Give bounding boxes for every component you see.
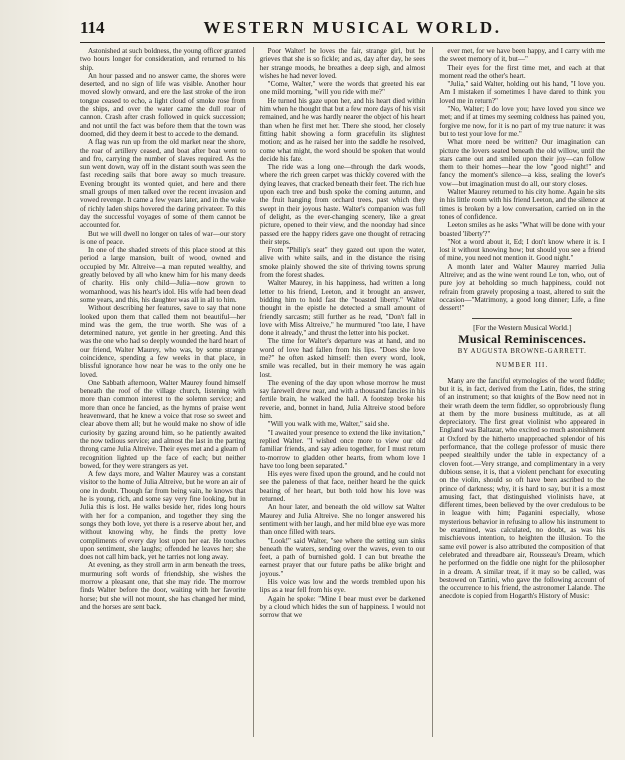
paragraph: Many are the fanciful etymologies of the word fiddle; but it is, in fact, derived from the Latin, fides, the string of an instrument; so that knights of the Bow need not in their wrath deem the term fiddler, so opprobriously flung at them by the more business multitude, as at all depreciatory. The first great violinist who appeared in England was Baltazar, who excited so much astonishment at Oxford by the hitherto unapproached splendor of his performance, that the college professor of music there peeped stealthily under the table in expectancy of a cloven foot.—Very strange, and complimentary in a very dubious sense, it is, that a violent penchant for executing on the violin, should so oft have been ascribed to the prince of darkness; why, it is hard to say, but it is a most amusing fact, that distinguished violinists have, at different times, been believed by the over credulous to be in league with him; Paganini especially, whose mysterious behavior in refusing to allow his instrument to be examined, was calculated, no doubt, as was his mischievous intention, to heighten the illusion. To the same evil power is also attributed the composition of that celebrated and threadbare air, Rousseau's Dream, which he performed on the fiddle one night for the philosopher in a dream. A similar treat, if it may so be called, was bestowed on Tartini, who gave the following account of the occurrence to his friend, the astronomer Lalande. The anecdote is copied from Hogarth's History of Music:: [439, 376, 605, 601]
paragraph: "Look!" said Walter, "see where the setting sun sinks beneath the waters, sending over the waves, even to our feet, a path of burnished gold. I can but breathe the earnest prayer that our future paths be alike bright and joyous.": [259, 536, 426, 578]
paragraph: In one of the shaded streets of this place stood at this period a large mansion, built of wood, owned and occupied by Mr. Altreive—a man reputed wealthy, and greatly beloved by all who knew him for his many deeds of charity. His only child—Julia—now grown to womanhood, was his heart's idol. His wife had been dead some years, and this, his daughter was all in all to him.: [80, 246, 246, 304]
paragraph: The time for Walter's departure was at hand, and no word of love had fallen from his lips. "Does she love me?" he often asked himself: then every word, look, smile was recalled, but in their memory he was again lost.: [259, 337, 426, 379]
column-1: [80, 47, 246, 737]
paragraph: Walter Maurey, in his happiness, had written a long letter to his friend, Leeton, and it brought an answer, bidding him to hold fast the "boasted liberty." Walter thought in the epistle he detected a small amount of friendly sarcasm; still further as he read, "Don't fall in love with Miss Altreive," he murmured "too late, I have done it already," and thrust the letter into his pocket.: [259, 279, 426, 338]
paragraph: "Not a word about it, Ed; I don't know where it is. I lost it without knowing how; but should you see a friend of mine, you need not mention it. Good night.": [439, 237, 605, 263]
paragraph: Without describing her features, save to say that none looked upon them that called them not beautiful—her mind was the gem, the true worth. She was of a determined nature, yet gentle in her greeting. And this was the one who had so deeply wounded the hard heart of our friend, Walter Maurey, who was, by some strange coincidence, spending a few weeks in that place, in blissful ignorance how near he was to the only one he loved.: [80, 304, 246, 379]
paragraph: The ride was a long one—through the dark woods, where the rich green carpet was thickly covered with the dying leaves, that cracked beneath their feet. The rich hue upon each tree and bush spoke the coming autumn, and the fruit hanging from orchard trees, past which they swept in their joyous haste. Walter's companion was full of delight, as the ever-changing scenery, like a great picture, opened to their view, and the noonday had since passed ere the happy riders gave one thought of retracing their steps.: [259, 163, 426, 246]
paragraph: A few days more, and Walter Maurey was a constant visitor to the home of Julia Altreive, but he wore an air of one in doubt. Though far from being vain, he knows that he is young, rich, and some say very fine looking, but in Julia this is lost. He walks beside her, rides long hours with her for a companion, and together they sing the songs they both love, yet there is a reserve about her, and without knowing why, he finds the pretty love compliments of every day lost upon her ear. He touches upon sentiment, she laughs; offended he leaves her; she does not call him back, yet he tarries not long away.: [80, 470, 246, 562]
paragraph: A flag was run up from the old market near the shore, the roar of artillery ceased, and boat after boat went to and fro, carrying the number of slaves required. As the sun went down, way off in the distant south was seen the fast receding sails that bore away so much treasure. Evening brought its wonted quiet, and here and there small groups of men talked over the recent invasion and vowed revenge. It came a few years later, and in the wake of richly laden ships hovered the daring privateer. To this day the successful voyages of some of them cannot be accounted for.: [80, 138, 246, 230]
paragraph: His eyes were fixed upon the ground, and he could not see the paleness of that face, neither heard he the quick beating of her heart, but both told how his love was returned.: [259, 470, 426, 504]
paragraph: From "Philip's seat" they gazed out upon the water, alive with white sails, and in the distance the rising smoke plainly showed the site of thriving towns sprung from the forest shades.: [259, 246, 426, 280]
paragraph: A month later and Walter Maurey married Julia Altreive; and as the wine went round Le ton, who, out of pure joy at beholding so much happiness, could not refrain from gravely proposing a toast, altered to suit the occasion—"Matrimony, a good long dinner; Life, a fine dessert!": [439, 262, 605, 313]
text-columns: [80, 47, 605, 737]
paragraph: The evening of the day upon whose morrow he must say farewell drew near, and with a thousand fancies in his fertile brain, he walked the hall. A footstep broke his reverie, and, bonnet in hand, Julia Altreive stood before him.: [259, 378, 426, 421]
article-byline: BY AUGUSTA BROWNE-GARRETT.: [457, 348, 587, 356]
article-number: NUMBER III.: [495, 362, 549, 370]
page-header: [80, 18, 605, 43]
article-title: Musical Reminiscences.: [458, 331, 587, 346]
paragraph: Again he spoke: "Mine I bear must ever be darkened by a cloud which hides the sun of happiness. I would not sorrow that we: [259, 594, 426, 620]
paragraph: One Sabbath afternoon, Walter Maurey found himself beneath the roof of the village church, listening with more than common interest to the solemn service; and more than once he fancied, as the hymns of praise went heavenward, that he knew a voice that rose so sweet and clear above them all; but he would make no show of idle curiosity by gazing around him, so he patiently awaited the now tedious service; and almost the last in the parting throng came Julia Altreive. Their eyes met and a gleam of recognition lighted up the face of each; but neither bowed, for they were strangers as yet.: [80, 378, 246, 470]
paragraph: "I awaited your presence to extend the like invitation," replied Walter. "I wished once more to view our old familiar friends, and say adieu together, for I must return to-morrow to gladden other hearts, from whom love I have too long been separated.": [259, 428, 426, 470]
paragraph: An hour later, and beneath the old willow sat Walter Maurey and Julia Altreive. She no longer answered his sentiment with her laugh, and her mild blue eye was more than once filled with tears.: [259, 503, 426, 537]
column-3: [432, 47, 605, 737]
story-ending: [439, 47, 605, 313]
column-2: [253, 47, 426, 737]
paragraph: "No, Walter; I do love you; have loved you since we met; and if at times my seeming coldness has pained you, forgive me now, for it is no part of my true nature: it was but to test your love for me.": [439, 105, 605, 138]
source-note: [For the Western Musical World.]: [473, 322, 572, 332]
binding-gutter: [0, 0, 72, 760]
section-divider: [472, 318, 571, 319]
paragraph: His voice was low and the words trembled upon his lips as a tear fell from his eye.: [259, 578, 426, 595]
page-number: 114: [80, 18, 105, 37]
running-head: WESTERN MUSICAL WORLD.: [203, 18, 502, 37]
article-body: [439, 377, 605, 601]
paragraph: Walter Maurey returned to his city home. Again he sits in his little room with his friend Leeton, and the silence at times is broken by a low conversation, carried on in the tones of confidence.: [439, 188, 605, 221]
paragraph: ever met, for we have been happy, and I carry with me the sweet memory of it, but—": [439, 47, 605, 64]
paragraph: Astonished at such boldness, the young officer granted two hours longer for consideration, and returned to his ship.: [80, 47, 246, 72]
paragraph: "Julia," said Walter, holding out his hand, "I love you. Am I mistaken if sometimes I have dared to think you loved me in return?": [439, 80, 605, 105]
paragraph: "Will you walk with me, Walter," said she.: [267, 420, 390, 429]
paragraph: But we will dwell no longer on tales of war—our story is one of peace.: [80, 229, 246, 246]
paragraph: He turned his gaze upon her, and his heart died within him when he thought that but a few more days of his visit remained, and he was hardly nearer the object of his heart than when he first met her. There she stood, her closely fitting habit showing a form gracefulin its slightest motion; and as he raised her into the saddle he resolved, come what might, the word should be spoken that would decide his fate.: [259, 96, 426, 163]
paragraph: "Come, Walter," were the words that greeted his ear one mild morning, "will you ride with me?": [259, 80, 426, 97]
paragraph: At evening, as they stroll arm in arm beneath the trees, murmuring soft words of friendship, she wishes the morrow a pleasant one, that she may ride. The morrow finds Walter before the door, waiting with her favorite horse; but she will not mount, she has changed her mind, and the horses are sent back.: [80, 561, 246, 611]
paragraph: Leeton smiles as he asks "What will be done with your boasted 'liberty'?": [439, 221, 605, 238]
paragraph: An hour passed and no answer came, the shores were deserted, and no sign of life was visible. Another hour moved slowly onward, and ere the last stroke of the iron tongue ceased to echo, a light cloud of smoke rose from the ships, and over the water came the dull roar of cannon. Crash after crash followed in quick succession; and not until the fact was before them that the town was doomed, did they deem it best to accede to the demand.: [80, 71, 246, 138]
paragraph: Their eyes for the first time met, and each at that moment read the other's heart.: [439, 63, 605, 80]
paragraph: What more need be written? Our imagination can picture the lovers seated beneath the old willow, until the stars came out and smiled upon their joy—can follow them to their homes—hear the low "good night!" and fancy the moment's silence—a kiss, sealing the lover's vow—but imagination must do all, our story closes.: [439, 138, 605, 188]
paragraph: Poor Walter! he loves the fair, strange girl, but he grieves that she is so fickle; and as, day after day, he sees her strange moods, he breathes a deep sigh, and almost wishes he had never loved.: [259, 47, 426, 80]
